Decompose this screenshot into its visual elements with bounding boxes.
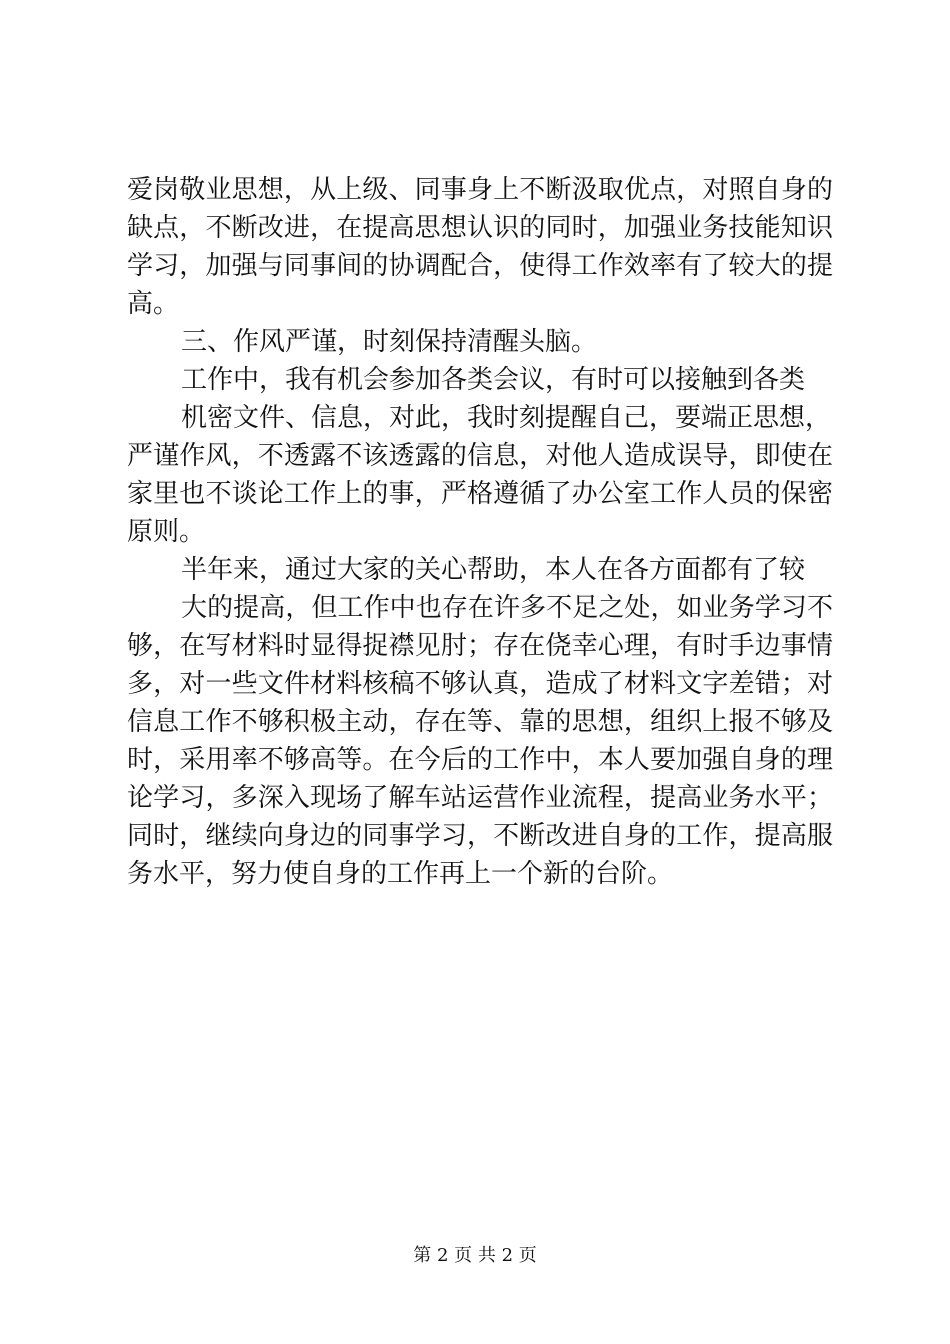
text-line: 原则。 bbox=[127, 517, 206, 547]
text-line: 够，在写材料时显得捉襟见肘；存在侥幸心理，有时手边事情 bbox=[127, 631, 833, 661]
document-body bbox=[127, 171, 833, 893]
text-line: 大的提高，但工作中也存在许多不足之处，如业务学习不 bbox=[181, 593, 833, 623]
text-line: 缺点，不断改进，在提高思想认识的同时，加强业务技能知识 bbox=[127, 213, 833, 243]
text-line: 半年来，通过大家的关心帮助，本人在各方面都有了较 bbox=[181, 555, 806, 585]
text-line: 信息工作不够积极主动，存在等、靠的思想，组织上报不够及 bbox=[127, 707, 833, 737]
text-line: 爱岗敬业思想，从上级、同事身上不断汲取优点，对照自身的 bbox=[127, 175, 833, 205]
text-line: 机密文件、信息，对此，我时刻提醒自己，要端正思想， bbox=[181, 403, 832, 433]
text-line: 严谨作风，不透露不该透露的信息，对他人造成误导，即使在 bbox=[127, 441, 833, 471]
text-line: 时，采用率不够高等。在今后的工作中，本人要加强自身的理 bbox=[127, 745, 833, 775]
text-line: 工作中，我有机会参加各类会议，有时可以接触到各类 bbox=[181, 365, 806, 395]
text-line: 学习，加强与同事间的协调配合，使得工作效率有了较大的提 bbox=[127, 251, 833, 281]
text-line: 论学习，多深入现场了解车站运营作业流程，提高业务水平； bbox=[127, 783, 833, 813]
text-line: 务水平，努力使自身的工作再上一个新的台阶。 bbox=[127, 859, 674, 889]
text-line: 高。 bbox=[127, 289, 180, 319]
text-line: 家里也不谈论工作上的事，严格遵循了办公室工作人员的保密 bbox=[127, 479, 833, 509]
page-footer: 第 2 页 共 2 页 bbox=[413, 1245, 537, 1266]
text-line: 同时，继续向身边的同事学习，不断改进自身的工作，提高服 bbox=[127, 821, 833, 851]
section-heading: 三、作风严谨，时刻保持清醒头脑。 bbox=[181, 327, 598, 357]
text-line: 多，对一些文件材料核稿不够认真，造成了材料文字差错；对 bbox=[127, 669, 833, 699]
